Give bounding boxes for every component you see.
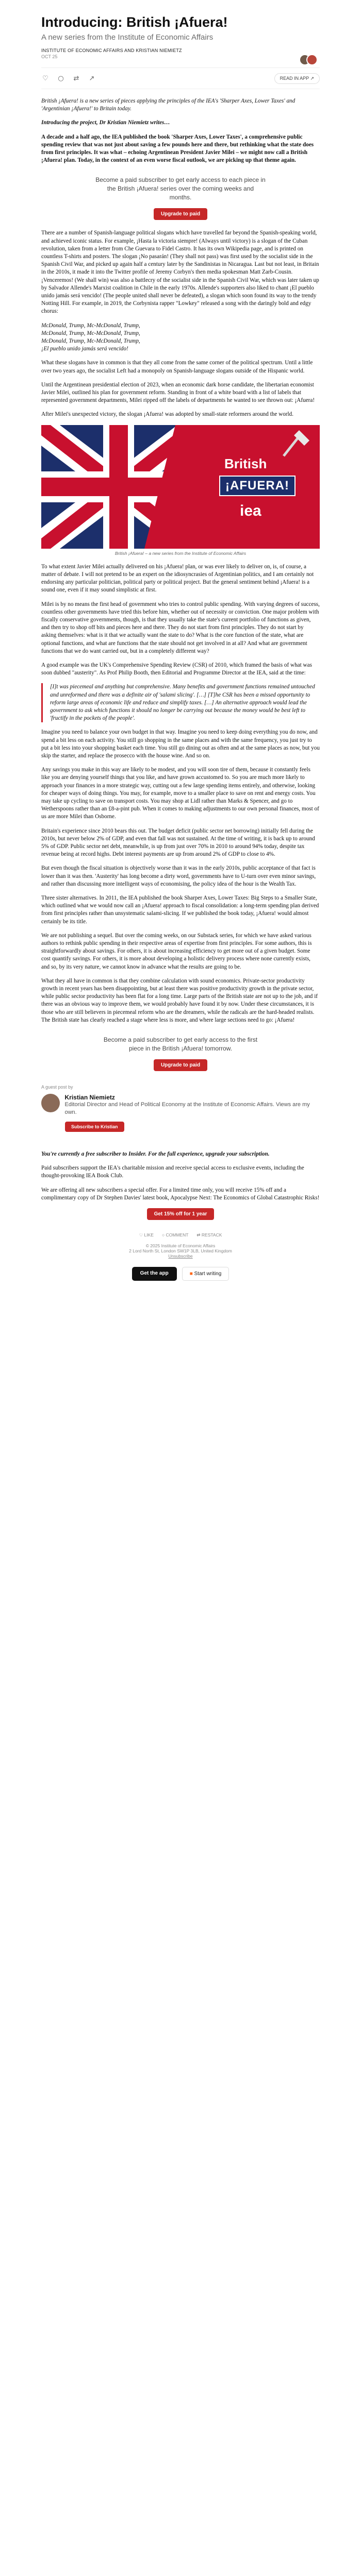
- comment-link[interactable]: ○ COMMENT: [161, 1232, 189, 1238]
- post-actions-bar: [41, 67, 320, 89]
- subscribe-promo-2: [41, 1030, 320, 1080]
- byline[interactable]: INSTITUTE OF ECONOMIC AFFAIRS AND KRISTIAN NIEMIETZ: [41, 48, 182, 53]
- subscription-notice: You're currently a free subscriber to Insider. For the full experience, upgrade your subscription.: [41, 1151, 270, 1158]
- upgrade-button[interactable]: Upgrade to paid: [154, 1059, 207, 1071]
- figure-slogan: ¡AFUERA!: [219, 476, 296, 496]
- copyright: © 2025 Institute of Economic Affairs: [145, 1243, 216, 1249]
- unsubscribe-link[interactable]: Unsubscribe: [168, 1253, 193, 1259]
- subscription-offer: We are offering all new subscribers a special offer. For a limited time only, you will receive 15% off and a complimentary copy of Dr Stephen Davies' latest book, Apocalypse Next: The Economics of Global Catastrophic Risks!: [41, 1187, 320, 1201]
- comment-icon[interactable]: ○: [58, 74, 64, 82]
- page-title: Introducing: British ¡Afuera!: [41, 14, 228, 30]
- article: [41, 0, 320, 1281]
- footer: [41, 1232, 320, 1281]
- author-avatar[interactable]: [41, 1094, 60, 1112]
- body-paragraph: Until the Argentinean presidential election of 2023, when an economic dark horse candidate, the libertarian economist Javier Milei, outlined his plan for government reform. Standing in front of a white board with a list of labels that represented government departments, Milei ripped off the labels of departments he wanted to see thrown out: ¡Afuera!: [41, 381, 315, 404]
- subscribe-promo: [41, 171, 320, 229]
- hero-image[interactable]: [41, 425, 320, 549]
- restack-icon[interactable]: ⇄: [73, 74, 79, 82]
- lyrics-block: [41, 322, 320, 353]
- like-link[interactable]: ♡ LIKE: [139, 1232, 154, 1238]
- image-caption: British ¡Afuera! – a new series from the Institute of Economic Affairs: [114, 550, 247, 556]
- comment-icon: ○: [161, 1232, 166, 1238]
- share-icon[interactable]: ↗: [89, 74, 95, 82]
- body-paragraph: What these slogans have in common is that they all come from the same corner of the political spectrum. Until a little over two years ago, the socialist Left had a monopoly on Spanish-language slogans outside of the Hispanic world.: [41, 360, 313, 374]
- body-paragraph: There are a number of Spanish-language political slogans which have travelled far beyond the Spanish-speaking world, and achieved iconic status. For example, ¡Hasta la victoria siempre! (Always until victory) is a slogan of the Cuban revolution, taken from a letter from Che Guevara to Fidel Castro. It has its own Wikipedia page, and is printed on countless T-shirts and posters. The slogan ¡No pasarán! (They shall not pass) was first used by the socialist side in the Spanish Civil War, and picked up again half a century later by the Sandinistas in Nicaragua. Last but not least, in Britain in the 2010s, it made it into the Twitter profile of Jeremy Corbyn's then media spokesman Matt Zarb-Cousin. ¡Venceremos! (We shall win) was also a battlecry of the socialist side in the Spanish Civil War, which was later taken up by Salvador Allende's Marxist coalition in Chile in the early 1970s. Allende's supporters also liked to chant ¡El pueblo unido jamás será vencido! (The people united shall never be defeated), a slogan which soon found its way to the trendy Notting Hill. For example, in 2019, the Corbynista rapper "Lowkey" released a song with the daringly bold and edgy chorus:: [41, 230, 319, 315]
- substack-icon: ■: [189, 1271, 194, 1277]
- post-date: OCT 25: [41, 54, 58, 59]
- lyric-line: ¡El pueblo unido jamás será vencido!: [41, 346, 128, 352]
- body-paragraph: But even though the fiscal situation is objectively worse than it was in the early 2010s, public acceptance of that fact is lower than it was then. 'Austerity' has long become a dirty word, governments have to U-turn over even minor savings, and rather than discussing more intelligent ways of economising, the policy idea of the hour is the Wealth Tax.: [41, 865, 316, 887]
- avatar[interactable]: [306, 54, 318, 65]
- discount-button[interactable]: Get 15% off for 1 year: [147, 1208, 215, 1220]
- restack-link[interactable]: ⇄ RESTACK: [196, 1232, 222, 1238]
- subscription-benefits: Paid subscribers support the IEA's charitable mission and receive special access to exclusive events, including the thought-provoking IEA Book Club.: [41, 1165, 304, 1179]
- body-paragraph: Britain's experience since 2010 bears this out. The budget deficit (public sector net borrowing) initially fell during the 2010s, but never below 2% of GDP, and even that fall was not sustained. At the time of writing, it is back up to around 5% of GDP. Public sector net debt, meanwhile, is up from just over 70% in 2010 to around 94% today, despite tax revenue being at record highs. Debt interest payments are up from around 2% of GDP to close to 4%.: [41, 827, 315, 858]
- summary-paragraph: A decade and a half ago, the IEA published the book 'Sharper Axes, Lower Taxes', a comprehensive public spending review that was not just about saving a few pounds here and there, but rethinking what the state does from first principles. It was what – echoing Argentinean President Javier Milei – we might now call a British ¡Afuera! plan. Today, in the context of an even worse fiscal outlook, we are picking up that theme again.: [41, 133, 314, 164]
- start-writing-button[interactable]: ■ Start writing: [182, 1267, 229, 1281]
- intro-paragraph: British ¡Afuera! is a new series of pieces applying the principles of the IEA's 'Sharper Axes, Lower Taxes' and 'Argentinian ¡Afuera!' to Britain today.: [41, 98, 296, 112]
- read-in-app-button[interactable]: READ IN APP ↗: [274, 73, 320, 84]
- restack-icon: ⇄: [196, 1232, 202, 1238]
- body-paragraph: To what extent Javier Milei actually delivered on his ¡Afuera! plan, or was ever likely to deliver on, is, of course, a matter of debate. I will not pretend to be an expert on the idiosyncrasies of Argentinian politics, and I am certainly not endorsing any particular politician, political party or political project. But the general sentiment behind ¡Afuera! is a sound one, even if it may sound simplistic at first.: [41, 563, 314, 594]
- body-paragraph: A good example was the UK's Comprehensive Spending Review (CSR) of 2010, which framed the basis of what was soon dubbed "austerity". As Prof Philip Booth, then Editorial and Programme Director at the IEA, said at the time:: [41, 662, 312, 676]
- body-paragraph: After Milei's unexpected victory, the slogan ¡Afuera! was adopted by small-state reformers around the world.: [41, 411, 294, 418]
- promo-text: Become a paid subscriber to get early access to each piece in the British ¡Afuera! series over the coming weeks and months.: [95, 176, 266, 201]
- iea-logo: iea: [240, 502, 261, 519]
- lyric-line: McDonald, Trump, Mc-McDonald, Trump,: [41, 322, 140, 329]
- heart-icon: ♡: [139, 1232, 144, 1238]
- body-paragraph: Milei is by no means the first head of government who tries to control public spending. With varying degrees of success, countless other governments have tried this before him, whether out of necessity or conviction. One major problem with fiscally conservative governments, though, is that they usually take the state's current portfolio of functions as given, and then try to shop off bits and pieces here and there. They do not start from first principles. They do not start by asking themselves: what is it that we actually want the state to do? What is the core function of the state, what are optional functions, and what are functions that the state should not get involved in at all? And what are government functions that we do want carried out, but in a completely different way?: [41, 601, 320, 654]
- figure-title: British: [224, 455, 267, 471]
- author-bio: Editorial Director and Head of Political Economy at the Institute of Economic Affairs. Views are my own.: [64, 1101, 310, 1116]
- author-name[interactable]: Kristian Niemietz: [64, 1094, 115, 1101]
- lyric-line: McDonald, Trump, Mc-McDonald, Trump,: [41, 330, 140, 336]
- author-label: A guest post by: [41, 1084, 73, 1090]
- intro-lead: Introducing the project, Dr Kristian Niemietz writes…: [41, 120, 170, 126]
- blockquote: [I]t was piecemeal and anything but comprehensive. Many benefits and government functions remained untouched and unreformed and there was a definite air of 'salami slicing'. […] [T]he CSR has been a missed opportunity to reform large areas of economic life and reduce and simplify taxes. […] An alternative approach would lead the government to ask which functions it should no longer be carrying out because the money would be best left to 'fructify in the pockets of the people'.: [41, 683, 320, 722]
- body-paragraph: Any savings you make in this way are likely to be modest, and you will soon tire of them, because it constantly feels like you are denying yourself things that you like, and have grown accustomed to. So you are much more likely to approach your finances in a more strategic way, cutting out a few large spending items entirely, and otherwise, looking for cheaper ways of doing things. You may, for example, move to a smaller place to save on rent and energy costs. You may take up cycling to save on transport costs. You may shop at Lidl rather than Marks & Spencer, and go to Wetherspoons rather than an £8-a-pint pub. When it comes to making adjustments to our own personal finances, most of us are more Milei than Osborne.: [41, 767, 319, 820]
- body-paragraph: What they all have in common is that they combine calculation with sound economics. Private-sector productivity growth in recent years has been disappointing, but at least there was positive productivity growth in the private sector, while public sector productivity has been flat for a long time. Large parts of the British state are not up to the job, and if there was an obvious way to improve them, we would probably have found it by now. Under these circumstances, it is those who are still believers in piecemeal reform who are the dreamers, while the radicals are the hard-headed realists. The British state has clearly reached a stage where less is more, and where large sections need to go: ¡Afuera!: [41, 977, 318, 1023]
- body-paragraph: We are not publishing a sequel. But over the coming weeks, on our Substack series, for which we have asked various authors to rethink public spending in their respective areas of expertise from first principles. For some authors, this is straightforwardly about savings. For others, it is about increasing efficiency to get more out of a given budget. Some cost quantify savings. For others, it is more about developing a holistic delivery process where none currently exists, and so, by its very nature, we cannot know in advance what the results are going to be.: [41, 932, 312, 970]
- body-paragraph: Imagine you need to balance your own budget in that way. Imagine you need to keep doing everything you do now, and spend a bit less on each activity. You still go shopping in the same places and with the same frequency, you just try to put a bit less into your shopping basket each time. You still go dining out as often and at the same places as now, but you skip the starter, and replace the prosecco with the house wine. And so on.: [41, 729, 320, 759]
- promo-text: Become a paid subscriber to get early access to the first piece in the British ¡Afuera! tomorrow.: [103, 1036, 258, 1053]
- lyric-line: McDonald, Trump, Mc-McDonald, Trump,: [41, 338, 140, 345]
- page-subtitle: A new series from the Institute of Economic Affairs: [41, 33, 214, 42]
- get-app-button[interactable]: Get the app: [132, 1267, 177, 1281]
- heart-icon[interactable]: ♡: [42, 74, 48, 82]
- body-paragraph: Three sister alternatives. In 2011, the IEA published the book Sharper Axes, Lower Taxes: Big Steps to a Smaller State, which outlined what we would now call an ¡Afuera! approach to fiscal consolidation: a long-term spending plan derived from first principles rather than unsystematic salami-slicing. If we published the book today, ¡Afuera! would almost certainly be its title.: [41, 895, 319, 925]
- author-card: [41, 1084, 320, 1132]
- upgrade-button[interactable]: Upgrade to paid: [154, 208, 207, 220]
- subscribe-author-button[interactable]: Subscribe to Kristian: [65, 1122, 124, 1132]
- address: 2 Lord North St, London SW1P 3LB, United Kingdom: [129, 1248, 232, 1254]
